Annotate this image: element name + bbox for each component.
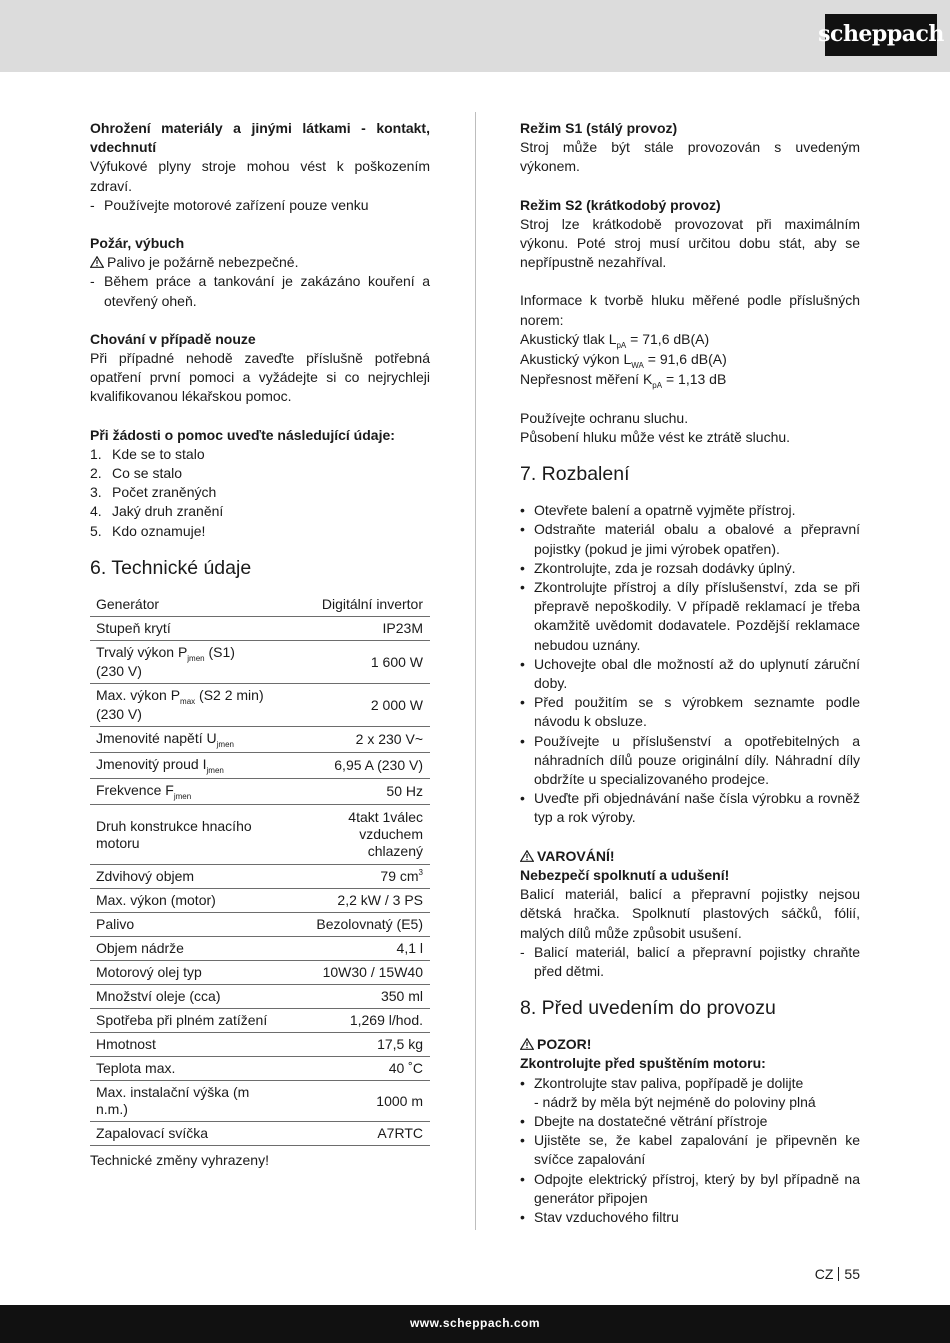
list-item: 3. Počet zraněných [90, 484, 217, 501]
table-row: Jmenovité napětí $U_{jmen}$ 2 x 230 V~ [90, 727, 430, 753]
list-item: • Otevřete balení a opatrně vyjměte přístroj. [520, 502, 796, 519]
list-item: • Uveďte při objednávání naše čísla výrobku a rovněž typ a rok výroby. [520, 790, 860, 826]
section-title-before-operation: 8. Před uvedením do provozu [520, 997, 776, 1020]
hazard-text: Výfukové plyny stroje mohou vést k poškozením zdraví. [90, 158, 430, 194]
header-band [0, 0, 950, 72]
s1-heading: Režim S1 (stálý provoz) [520, 120, 678, 136]
fire-heading: Požár, výbuch [90, 235, 185, 252]
list-item: • Používejte u příslušenství a opotřebitelných a náhradních dílů pouze originální díly. Náhradní díly obdržíte u specializovaného prodejce. [520, 732, 860, 788]
table-row: Palivo Bezolovnatý (E5) [90, 913, 430, 937]
left-column [90, 119, 430, 1171]
list-item: 5. Kdo oznamuje! [90, 522, 206, 539]
noise-effect: Působení hluku může vést ke ztrátě sluchu. [520, 429, 791, 446]
list-item: • Před použitím se s výrobkem seznamte podle návodu k obsluze. [520, 694, 860, 730]
table-row: Množství oleje (cca) 350 ml [90, 985, 430, 1009]
list-item: • Stav vzduchového filtru [520, 1208, 679, 1225]
table-row: Zdvihový objem 79 $cm^3$ [90, 865, 430, 889]
caution-label: POZOR! [520, 1035, 860, 1054]
list-item: 4. Jaký druh zranění [90, 503, 224, 520]
tech-note: Technické změny vyhrazeny! [90, 1152, 269, 1169]
table-row: Max. instalační výška (m n.m.) 1000 m [90, 1081, 430, 1122]
hazard-heading: Ohrožení materiály a jinými látkami - kontakt, vdechnutí [90, 120, 430, 156]
list-item: • Zkontrolujte stav paliva, popřípadě je dolijte - nádrž by měla být nejméně do poloviny plná [520, 1074, 816, 1110]
table-row: Zapalovací svíčka A7RTC [90, 1122, 430, 1146]
list-item: • Uchovejte obal dle možností až do uplynutí záruční doby. [520, 655, 860, 692]
table-row: Jmenovitý proud $I_{jmen}$ 6,95 A (230 V) [90, 753, 430, 779]
table-row: Trvalý výkon $P_{jmen}$ (S1) (230 V) 1 600 W [90, 641, 430, 684]
warning-heading: Nebezpečí spolknutí a udušení! [520, 866, 730, 883]
warning-triangle-icon [520, 1038, 534, 1050]
hazard-dash-item: - Používejte motorové zařízení pouze venku [90, 196, 369, 213]
warning-dash-item: - Balicí materiál, balicí a přepravní pojistky chraňte před dětmi. [520, 943, 860, 979]
table-row: Druh konstrukce hnacího motoru 4takt 1válec vzduchem chlazený [90, 805, 430, 865]
noise-hearing: Používejte ochranu sluchu. [520, 409, 689, 426]
table-row: Max. výkon (motor) 2,2 kW / 3 PS [90, 889, 430, 913]
fire-dash-item: - Během práce a tankování je zakázáno kouření a otevřený oheň. [90, 273, 430, 309]
emergency-text: Při případné nehodě zaveďte příslušně potřebná opatření první pomoci a vyžádejte si co nejrychleji kvalifikovanou lékařskou pomoc. [90, 350, 430, 405]
list-item: 1. Kde se to stalo [90, 445, 205, 462]
s2-heading: Režim S2 (krátkodobý provoz) [520, 196, 721, 213]
scheppach-logo: scheppach [825, 14, 937, 56]
footer-url[interactable]: www.scheppach.com [409, 1316, 541, 1331]
table-row: Hmotnost 17,5 kg [90, 1033, 430, 1057]
help-heading: Při žádosti o pomoc uveďte následující údaje: [90, 426, 395, 443]
list-item: • Zkontrolujte, zda je rozsah dodávky úplný. [520, 559, 796, 576]
warning-triangle-icon [90, 256, 104, 268]
list-item: • Zkontrolujte přístroj a díly příslušenství, zda se při přepravě nepoškodily. V případě reklamací je třeba okamžitě uvědomit dodavatele. Pozdější reklamace nebudou uznány. [520, 579, 860, 653]
table-row: Teplota max. 40 ˚C [90, 1057, 430, 1081]
table-row: Stupeň krytí IP23M [90, 617, 430, 641]
right-column [520, 119, 860, 1227]
table-row: Motorový olej typ 10W30 / 15W40 [90, 961, 430, 985]
table-row: Max. výkon $P_{max}$ (S2 2 min) (230 V) 2 000 W [90, 684, 430, 727]
list-item: • Odpojte elektrický přístroj, který by byl případně na generátor připojen [520, 1170, 860, 1206]
table-row: Objem nádrže 4,1 l [90, 937, 430, 961]
list-item: • Ujistěte se, že kabel zapalování je připevněn ke svíčce zapalování [520, 1132, 860, 1168]
before-heading: Zkontrolujte před spuštěním motoru: [520, 1055, 766, 1072]
list-item: 2. Co se stalo [90, 465, 183, 482]
list-item: • Odstraňte materiál obalu a obalové a přepravní pojistky (pokud je jimi výrobek opatřen). [520, 521, 860, 557]
spec-table [90, 593, 430, 1147]
table-row: Frekvence $F_{jmen}$ 50 Hz [90, 779, 430, 805]
s2-text: Stroj lze krátkodobě provozovat při maximálním výkonu. Poté stroj musí určitou dobu stát, aby se nepřípustně nezahříval. [520, 215, 860, 271]
column-divider [475, 112, 476, 1230]
warning-text: Balicí materiál, balicí a přepravní pojistky nejsou dětská hračka. Spolknutí plastových sáčků, fólií, malých dílů může způsobit usušení. [520, 886, 860, 941]
section-title-technical: 6. Technické údaje [90, 556, 252, 579]
emergency-heading: Chování v případě nouze [90, 330, 256, 347]
table-row: Generátor Digitální invertor [90, 593, 430, 617]
warning-label: VAROVÁNÍ! [520, 847, 860, 866]
fire-warning: Palivo je požárně nebezpečné. [90, 253, 430, 272]
section-title-unpacking: 7. Rozbalení [520, 463, 630, 486]
noise-uncertainty: Nepřesnost měření $K_{pA} = 1,13$ dB [520, 370, 727, 390]
noise-pressure: Akustický tlak $L_{pA} = 71,6$ dB(A) [520, 330, 710, 350]
page-number: CZ 55 [814, 1266, 860, 1282]
table-row: Spotřeba při plném zatížení 1,269 l/hod. [90, 1009, 430, 1033]
noise-intro: Informace k tvorbě hluku měřené podle příslušných norem: [520, 292, 860, 328]
warning-triangle-icon [520, 850, 534, 862]
s1-text: Stroj může být stále provozován s uvedeným výkonem. [520, 139, 860, 175]
noise-power: Akustický výkon $L_{WA} = 91,6$ dB(A) [520, 350, 727, 370]
list-item: • Dbejte na dostatečné větrání přístroje [520, 1112, 768, 1129]
